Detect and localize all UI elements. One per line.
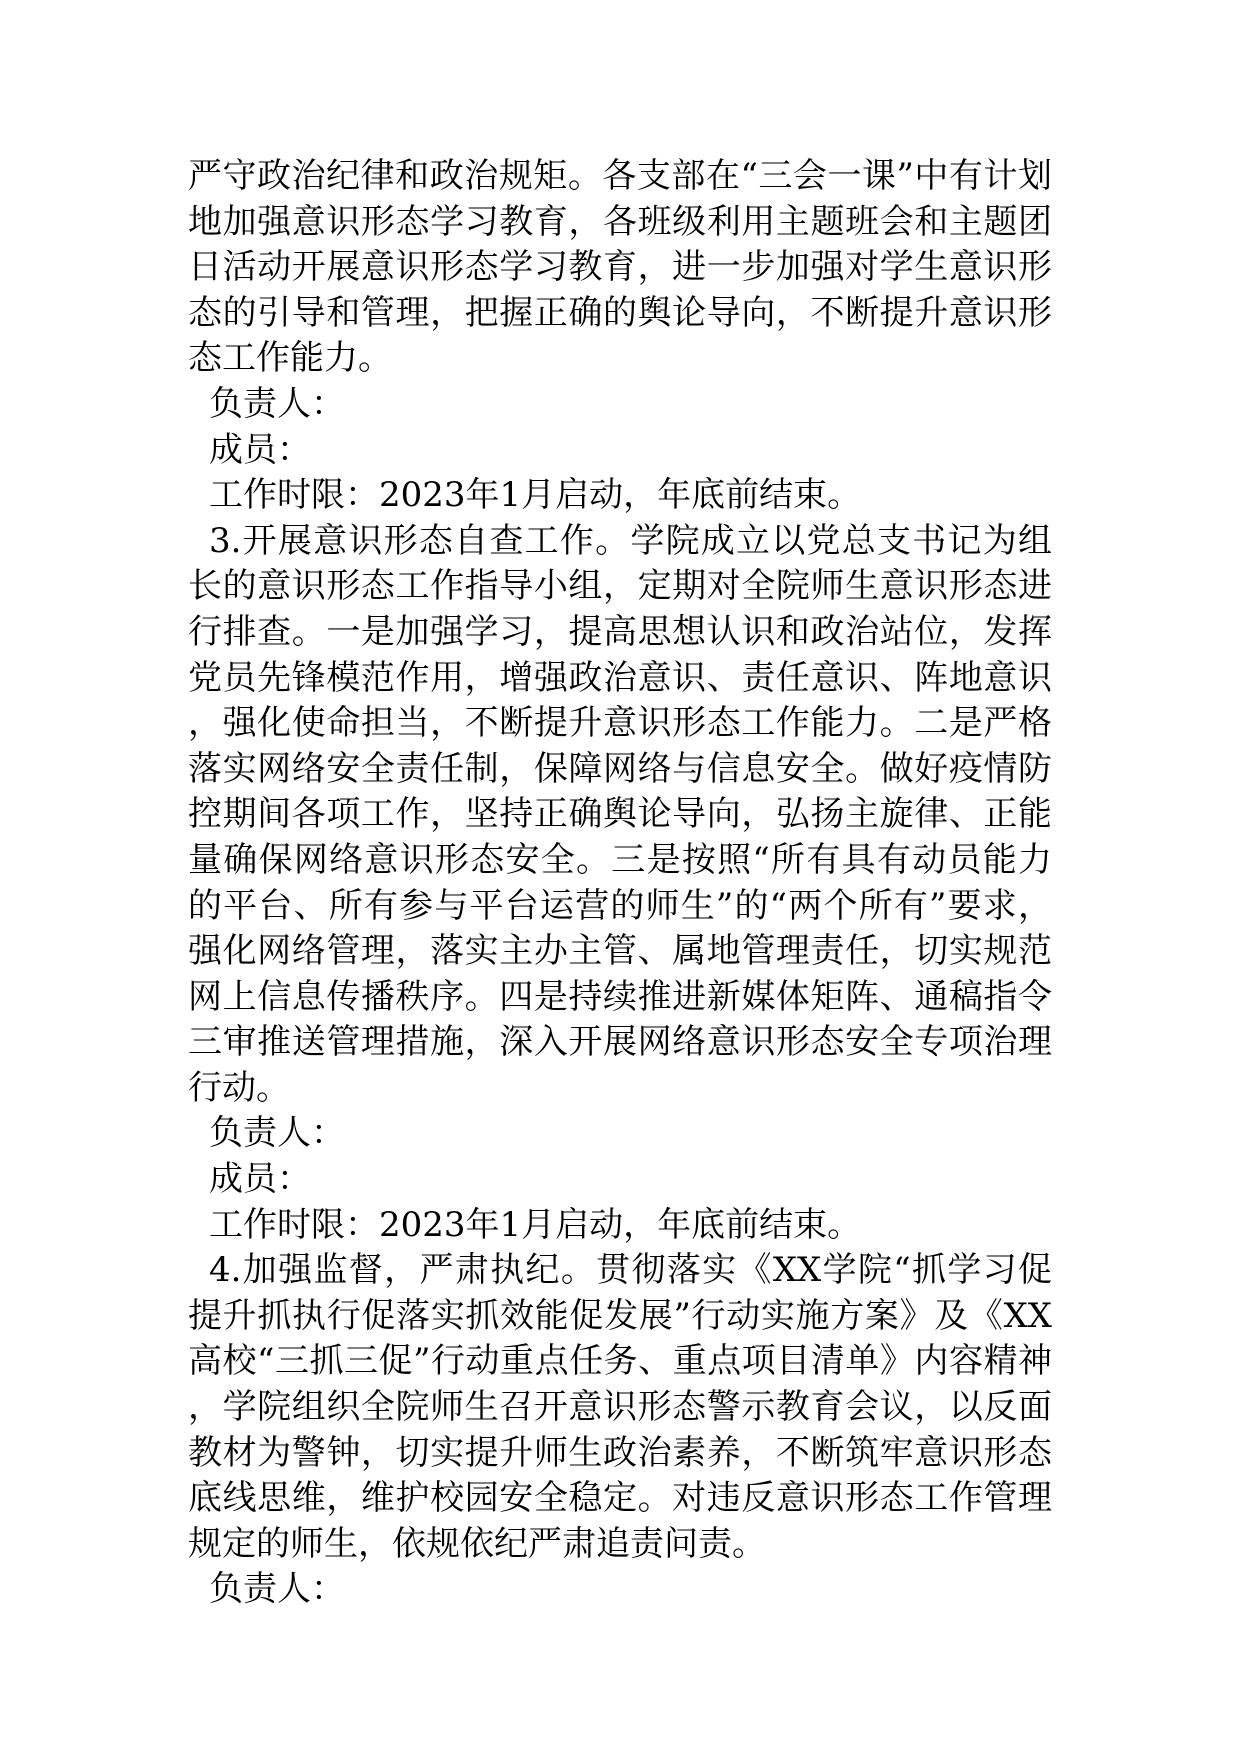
body-paragraph-continuation: 严守政治纪律和政治规矩。各支部在“三会一课”中有计划地加强意识形态学习教育，各班级利用主题班会和主题团日活动开展意识形态学习教育，进一步加强对学生意识形态的引导和管理，把握正确的舆论导向，不断提升意识形态工作能力。	[188, 156, 1052, 379]
members-label: 成员：	[209, 1159, 311, 1200]
responsible-person-label: 负责人：	[209, 1569, 345, 1610]
document-page	[188, 154, 1052, 1613]
work-deadline: 工作时限：2023年1月启动，年底前结束。	[209, 475, 862, 516]
work-deadline: 工作时限：2023年1月启动，年底前结束。	[209, 1204, 862, 1245]
responsible-person-label: 负责人：	[209, 1113, 345, 1154]
members-label: 成员：	[209, 429, 311, 470]
body-paragraph-item-4: 4.加强监督，严肃执纪。贯彻落实《XX学院“抓学习促提升抓执行促落实抓效能促发展”行动实施方案》及《XX高校“三抓三促”行动重点任务、重点项目清单》内容精神，学院组织全院师生召开意识形态警示教育会议，以反面教材为警钟，切实提升师生政治素养，不断筑牢意识形态底线思维，维护校园安全稳定。对违反意识形态工作管理规定的师生，依规依纪严肃追责问责。	[188, 1250, 1052, 1564]
responsible-person-label: 负责人：	[209, 383, 345, 424]
body-paragraph-item-3: 3.开展意识形态自查工作。学院成立以党总支书记为组长的意识形态工作指导小组，定期对全院师生意识形态进行排查。一是加强学习，提高思想认识和政治站位，发挥党员先锋模范作用，增强政治意识、责任意识、阵地意识，强化使命担当，不断提升意识形态工作能力。二是严格落实网络安全责任制，保障网络与信息安全。做好疫情防控期间各项工作，坚持正确舆论导向，弘扬主旋律、正能量确保网络意识形态安全。三是按照“所有具有动员能力的平台、所有参与平台运营的师生”的“两个所有”要求，强化网络管理，落实主办主管、属地管理责任，切实规范网上信息传播秩序。四是持续推进新媒体矩阵、通稿指令三审推送管理措施，深入开展网络意识形态安全专项治理行动。	[188, 520, 1052, 1108]
